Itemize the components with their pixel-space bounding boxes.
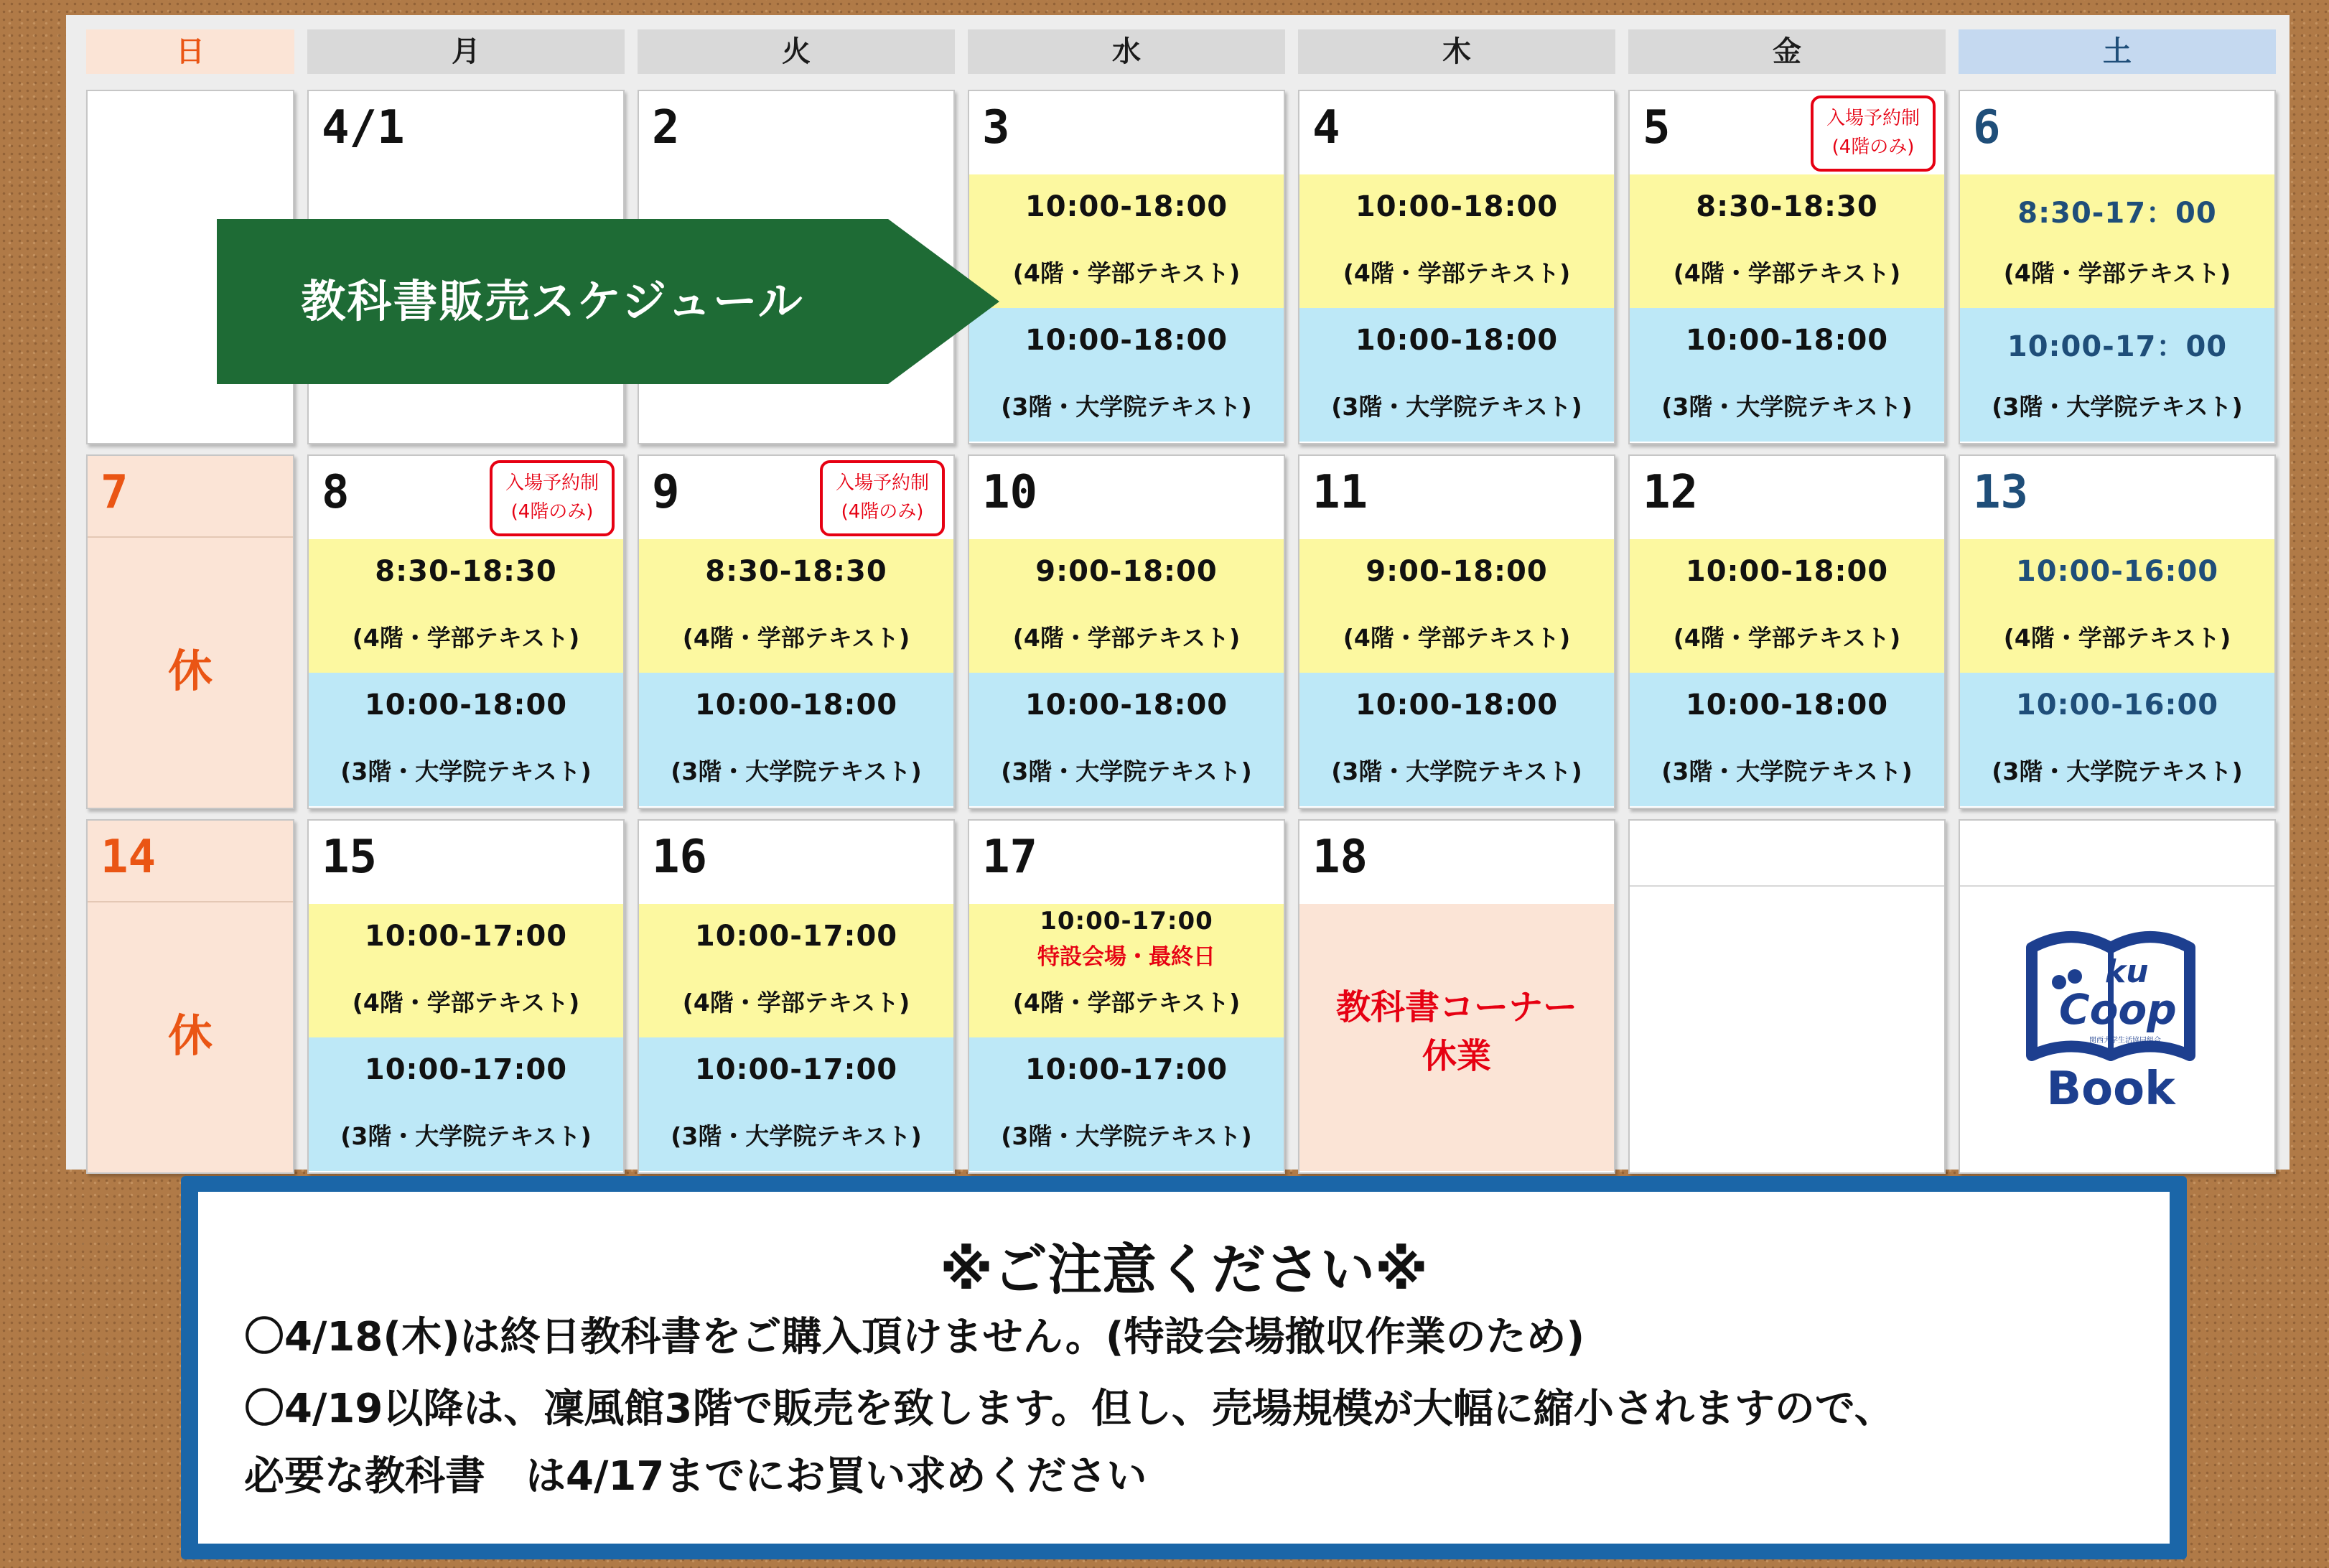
reservation-badge [820,460,945,536]
undergrad-hours: 10:00-18:00 [1025,190,1228,223]
divider [88,901,293,902]
reservation-badge-line: (4階のみ) [1831,136,1915,158]
day-number: 8 [322,466,350,519]
grad-hours: 10:00-17:00 [694,1053,898,1086]
divider [1960,885,2274,887]
undergrad-hours: 10:00-18:00 [1685,555,1889,588]
undergrad-floor-label: (4階・学部テキスト) [352,989,580,1017]
logo-ku-text: ku [2105,953,2149,990]
banner-title: 教科書販売スケジュール [301,275,804,327]
grad-hours: 10:00-18:00 [1025,324,1228,357]
grad-floor-label: (3階・大学院テキスト) [340,757,592,785]
grad-hours-band [1630,308,1944,442]
grad-hours: 10:00-17：00 [2007,330,2228,363]
grad-hours: 10:00-18:00 [364,689,568,722]
calendar-cell-sunday [86,454,294,809]
undergrad-hours: 8:30-18:30 [1696,190,1878,223]
day-number: 7 [101,466,129,519]
logo-book-label: Book [2046,1063,2175,1116]
notice-box [181,1176,2187,1559]
grad-hours: 10:00-18:00 [1355,324,1559,357]
corner-closed-line: 教科書コーナー [1335,987,1577,1027]
grad-hours-band [309,1037,623,1171]
grad-floor-label: (3階・大学院テキスト) [671,757,922,785]
weekday-header: 日 [86,29,294,74]
closed-label: 休 [167,1009,213,1062]
grad-hours-band [1960,673,2274,806]
grad-hours-band [639,673,953,806]
undergrad-floor-label: (4階・学部テキスト) [1343,259,1571,287]
grad-floor-label: (3階・大学院テキスト) [340,1122,592,1150]
day-number: 9 [652,466,680,519]
grad-floor-label: (3階・大学院テキスト) [671,1122,922,1150]
closed-area [1299,904,1614,1171]
grad-floor-label: (3階・大学院テキスト) [1331,757,1582,785]
grad-hours: 10:00-18:00 [1025,689,1228,722]
grad-hours: 10:00-18:00 [1685,689,1889,722]
grad-hours: 10:00-18:00 [1685,324,1889,357]
notice-title: ※ご注意ください※ [940,1238,1428,1302]
undergrad-floor-label: (4階・学部テキスト) [352,624,580,652]
undergrad-hours-band [309,904,623,1037]
day-number: 16 [652,831,708,884]
logo-brand-text: Coop [2059,985,2177,1034]
grad-hours-band [969,1037,1284,1171]
grad-hours: 10:00-16:00 [2015,689,2219,722]
calendar-cell [1298,90,1615,444]
undergrad-floor-label: (4階・学部テキスト) [682,624,910,652]
grad-hours: 10:00-18:00 [694,689,898,722]
undergrad-hours-band [639,539,953,673]
undergrad-hours: 8:30-18:30 [375,555,557,588]
day-number: 18 [1312,831,1368,884]
reservation-badge [1811,95,1936,172]
weekday-header: 火 [638,29,955,74]
calendar-board [66,15,2290,1170]
calendar-cell-sunday [86,819,294,1174]
undergrad-hours: 10:00-17:00 [1040,907,1213,935]
grad-floor-label: (3階・大学院テキスト) [1001,757,1252,785]
undergrad-hours-band [1960,174,2274,308]
divider [1630,885,1944,887]
grad-hours-band [1960,308,2274,442]
undergrad-floor-label: (4階・学部テキスト) [682,989,910,1017]
undergrad-hours: 8:30-18:30 [705,555,887,588]
reservation-badge-line: 入場予約制 [835,472,929,494]
kucoop-book-logo [2017,919,2204,1116]
corner-closed-notice [1299,983,1614,1081]
grad-hours-band [1299,673,1614,806]
undergrad-hours: 10:00-16:00 [2015,555,2219,588]
day-number: 13 [1973,466,2029,519]
reservation-badge-line: (4階のみ) [841,501,924,523]
calendar-cell [1298,819,1615,1174]
weekday-header: 土 [1959,29,2276,74]
calendar-cell [968,90,1285,444]
calendar-cell [1298,454,1615,809]
day-number: 10 [982,466,1038,519]
logo-caption: 関西大学生活協同組合 [2089,1037,2161,1045]
calendar-cell [1959,90,2276,444]
reservation-badge-line: 入場予約制 [1826,108,1920,129]
calendar-cell [968,819,1285,1174]
undergrad-floor-label: (4階・学部テキスト) [2003,259,2231,287]
grad-floor-label: (3階・大学院テキスト) [1331,393,1582,421]
undergrad-hours-band [1630,174,1944,308]
undergrad-hours: 10:00-18:00 [1355,190,1559,223]
grad-hours-band [969,308,1284,442]
day-number: 15 [322,831,378,884]
grad-floor-label: (3階・大学院テキスト) [1661,757,1913,785]
day-number: 4 [1312,101,1340,154]
undergrad-hours: 9:00-18:00 [1035,555,1218,588]
weekday-header: 水 [968,29,1285,74]
grad-hours: 10:00-17:00 [1025,1053,1228,1086]
undergrad-hours-band [969,174,1284,308]
undergrad-hours: 9:00-18:00 [1366,555,1548,588]
calendar-cell [638,454,955,809]
day-number: 17 [982,831,1038,884]
divider [88,536,293,538]
calendar-cell [1628,819,1946,1174]
undergrad-hours: 10:00-17:00 [694,920,898,953]
grad-floor-label: (3階・大学院テキスト) [1992,757,2243,785]
calendar-cell [638,819,955,1174]
calendar-cell [307,819,625,1174]
grad-hours: 10:00-17:00 [364,1053,568,1086]
notice-line: 〇4/19以降は、凜風館3階で販売を致します。但し、売場規模が大幅に縮小されますので、 [244,1386,1895,1432]
notice-line: 〇4/18(木)は終日教科書をご購入頂けません。(特設会場撤収作業のため) [244,1314,1585,1361]
undergrad-floor-label: (4階・学部テキスト) [1012,989,1241,1017]
day-number: 5 [1643,101,1671,154]
schedule-banner [217,219,999,384]
undergrad-floor-label: (4階・学部テキスト) [1673,259,1901,287]
day-number: 11 [1312,466,1368,519]
grad-hours-band [1299,308,1614,442]
special-note: 特設会場・最終日 [1037,944,1215,970]
reservation-badge-line: 入場予約制 [505,472,599,494]
undergrad-hours-band [969,904,1284,1037]
calendar-cell [1628,90,1946,444]
reservation-badge-line: (4階のみ) [510,501,594,523]
weekday-header: 木 [1298,29,1615,74]
notice-line: 必要な教科書 は4/17までにお買い求めください [244,1453,1147,1500]
reservation-badge [490,460,615,536]
undergrad-floor-label: (4階・学部テキスト) [1012,259,1241,287]
day-number: 14 [101,831,157,884]
undergrad-hours: 8:30-17：00 [2017,197,2217,230]
grad-floor-label: (3階・大学院テキスト) [1661,393,1913,421]
day-number: 3 [982,101,1010,154]
calendar-cell [307,454,625,809]
undergrad-hours-band [1960,539,2274,673]
undergrad-hours-band [309,539,623,673]
grad-floor-label: (3階・大学院テキスト) [1001,393,1252,421]
grad-hours: 10:00-18:00 [1355,689,1559,722]
corner-closed-line: 休業 [1422,1036,1491,1076]
undergrad-hours: 10:00-17:00 [364,920,568,953]
calendar-cell [968,454,1285,809]
grad-floor-label: (3階・大学院テキスト) [1001,1122,1252,1150]
grad-hours-band [969,673,1284,806]
day-number: 6 [1973,101,2001,154]
grad-hours-band [639,1037,953,1171]
grad-hours-band [1630,673,1944,806]
undergrad-hours-band [1630,539,1944,673]
undergrad-hours-band [1299,174,1614,308]
undergrad-hours-band [639,904,953,1037]
calendar-cell [1959,454,2276,809]
undergrad-floor-label: (4階・学部テキスト) [2003,624,2231,652]
undergrad-hours-band [1299,539,1614,673]
grad-floor-label: (3階・大学院テキスト) [1992,393,2243,421]
undergrad-floor-label: (4階・学部テキスト) [1343,624,1571,652]
day-number: 12 [1643,466,1699,519]
calendar-cell [1628,454,1946,809]
grad-hours-band [309,673,623,806]
undergrad-floor-label: (4階・学部テキスト) [1012,624,1241,652]
notice-inner [198,1192,2170,1544]
undergrad-hours-band [969,539,1284,673]
closed-label: 休 [167,645,213,697]
weekday-header: 月 [307,29,625,74]
day-number: 4/1 [322,101,405,154]
weekday-header: 金 [1628,29,1946,74]
day-number: 2 [652,101,680,154]
undergrad-floor-label: (4階・学部テキスト) [1673,624,1901,652]
